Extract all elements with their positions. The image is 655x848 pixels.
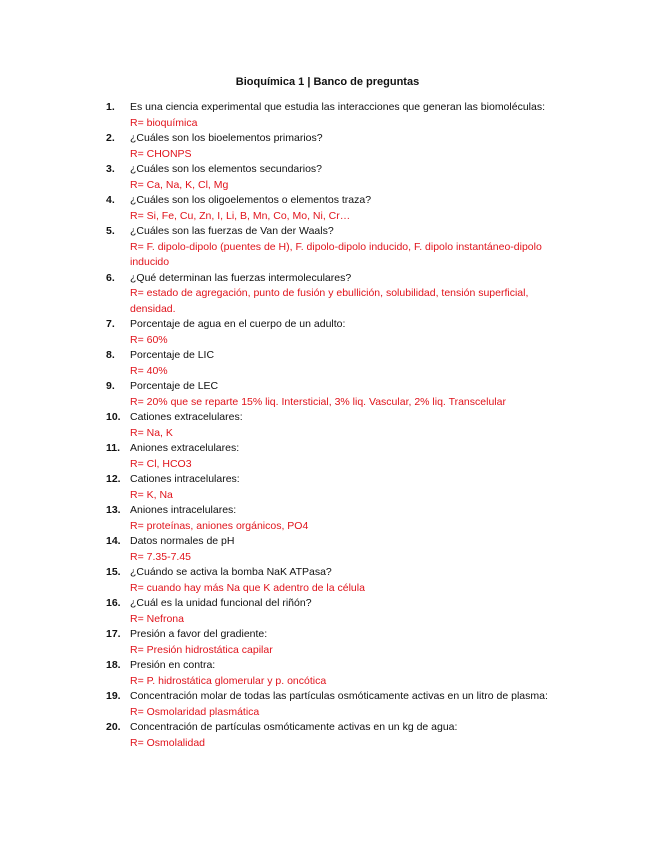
answer-text: R= K, Na [130, 488, 173, 501]
question-item [106, 271, 576, 318]
question-text: Aniones intracelulares: [130, 504, 237, 516]
question-text: Porcentaje de LEC [130, 380, 219, 392]
question-text: Concentración de partículas osmóticamente activas en un kg de agua: [130, 721, 458, 733]
question-item [106, 472, 576, 503]
question-number: 1. [106, 101, 115, 113]
question-item [106, 224, 576, 271]
question-text: Concentración molar de todas las partículas osmóticamente activas en un litro de plasma: [130, 690, 548, 702]
answer-text: R= P. hidrostática glomerular y p. oncótica [130, 674, 327, 687]
answer-text: R= cuando hay más Na que K adentro de la célula [130, 581, 365, 594]
question-item [106, 193, 576, 224]
question-number: 19. [106, 690, 121, 702]
question-number: 3. [106, 163, 115, 175]
question-text: Porcentaje de LIC [130, 349, 215, 361]
question-item [106, 627, 576, 658]
question-number: 12. [106, 473, 121, 485]
question-number: 14. [106, 535, 121, 547]
question-number: 5. [106, 225, 115, 237]
question-text: ¿Cuál es la unidad funcional del riñón? [130, 597, 312, 609]
question-item [106, 596, 576, 627]
question-number: 16. [106, 597, 121, 609]
question-text: ¿Qué determinan las fuerzas intermoleculares? [130, 271, 352, 284]
question-text: Presión a favor del gradiente: [130, 628, 268, 640]
question-item [106, 565, 576, 596]
answer-text: R= Si, Fe, Cu, Zn, I, Li, B, Mn, Co, Mo, Ni, Cr… [130, 209, 351, 222]
question-item [106, 441, 576, 472]
answer-text: R= Ca, Na, K, Cl, Mg [130, 178, 229, 191]
answer-text: R= CHONPS [130, 147, 192, 160]
answer-text: R= bioquímica [130, 116, 198, 129]
question-number: 4. [106, 194, 115, 206]
question-text: Cationes extracelulares: [130, 411, 243, 423]
answer-text: R= Nefrona [130, 612, 184, 625]
question-item [106, 317, 576, 348]
question-item [106, 410, 576, 441]
question-text: Presión en contra: [130, 659, 216, 671]
question-number: 15. [106, 566, 121, 578]
question-number: 9. [106, 380, 115, 392]
question-number: 2. [106, 132, 115, 144]
question-number: 13. [106, 504, 121, 516]
question-item [106, 131, 576, 162]
answer-text: R= Osmolaridad plasmática [130, 705, 260, 718]
question-item [106, 689, 576, 720]
page-title: Bioquímica 1 | Banco de preguntas [235, 76, 420, 88]
question-number: 10. [106, 411, 121, 423]
answer-text: R= Presión hidrostática capilar [130, 643, 273, 656]
answer-text: R= Cl, HCO3 [130, 457, 192, 470]
answer-text: R= Na, K [130, 426, 173, 439]
question-text: Aniones extracelulares: [130, 442, 240, 454]
question-item [106, 100, 576, 131]
question-text: ¿Cuáles son los elementos secundarios? [130, 163, 323, 175]
question-item [106, 379, 576, 410]
question-item [106, 348, 576, 379]
question-number: 6. [106, 271, 115, 284]
question-item [106, 658, 576, 689]
question-text: ¿Cuáles son las fuerzas de Van der Waals? [130, 225, 334, 237]
question-number: 8. [106, 349, 115, 361]
question-number: 11. [106, 442, 121, 454]
question-number: 20. [106, 721, 121, 733]
question-number: 7. [106, 318, 115, 330]
question-list [106, 100, 576, 751]
question-number: 17. [106, 628, 121, 640]
answer-text: R= 7.35-7.45 [130, 550, 192, 563]
answer-text: R= 20% que se reparte 15% liq. Intersticial, 3% liq. Vascular, 2% liq. Transcelular [130, 395, 506, 408]
answer-text: R= 40% [130, 364, 168, 377]
question-text: Cationes intracelulares: [130, 473, 240, 485]
question-text: Es una ciencia experimental que estudia las interacciones que generan las biomoléculas: [130, 101, 546, 113]
question-text: ¿Cuáles son los oligoelementos o elementos traza? [130, 194, 372, 206]
answer-text: R= proteínas, aniones orgánicos, PO4 [130, 519, 309, 532]
question-text: ¿Cuándo se activa la bomba NaK ATPasa? [130, 566, 332, 578]
question-text: ¿Cuáles son los bioelementos primarios? [130, 132, 323, 144]
question-item [106, 720, 576, 751]
answer-text: R= estado de agregación, punto de fusión y ebullición, solubilidad, tensión superficial, densidad. [130, 287, 529, 315]
question-text: Datos normales de pH [130, 535, 235, 547]
answer-text: R= F. dipolo-dipolo (puentes de H), F. dipolo-dipolo inducido, F. dipolo instantáneo-dipolo inducido [130, 240, 542, 268]
question-text: Porcentaje de agua en el cuerpo de un adulto: [130, 318, 346, 330]
answer-text: R= Osmolalidad [130, 736, 205, 749]
question-item [106, 503, 576, 534]
answer-text: R= 60% [130, 333, 168, 346]
question-item [106, 162, 576, 193]
question-item [106, 534, 576, 565]
question-number: 18. [106, 659, 121, 671]
